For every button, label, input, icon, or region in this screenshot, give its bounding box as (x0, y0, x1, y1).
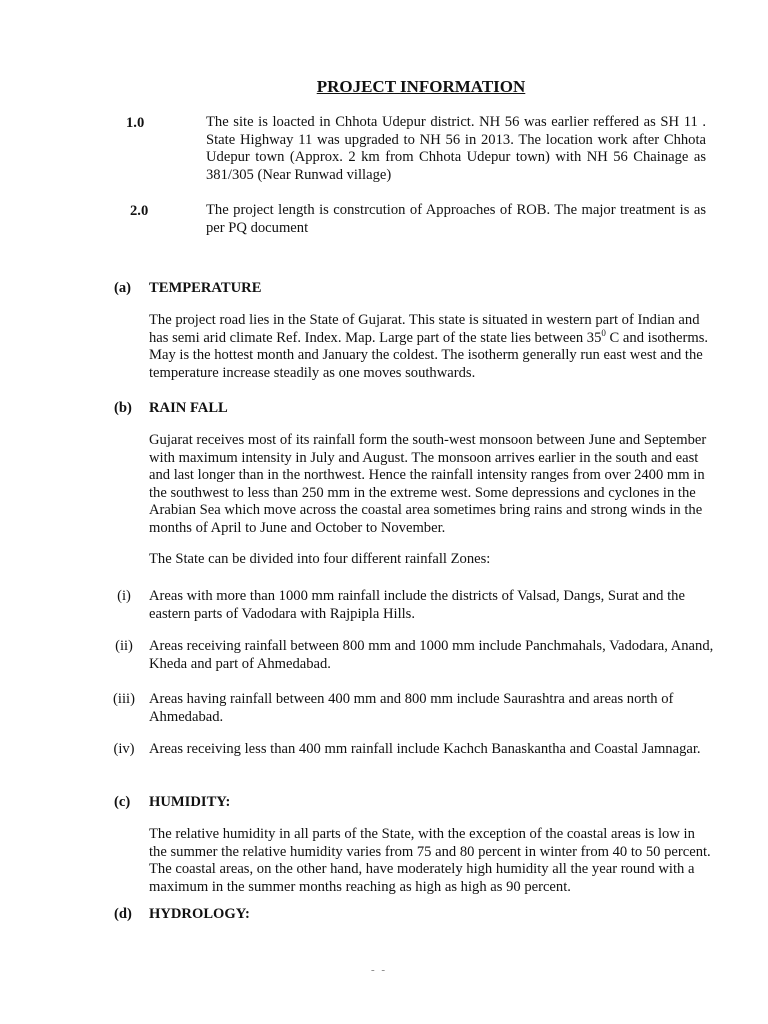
item-number: 2.0 (130, 203, 149, 219)
zone-text: Areas receiving rainfall between 800 mm and 1000 mm include Panchmahals, Vadodara, Anand, Kheda and part of Ahmedabad. (149, 638, 714, 672)
item-number: 1.0 (126, 115, 145, 131)
section-heading-humidity: HUMIDITY: (149, 794, 231, 810)
section-label: (c) (114, 794, 131, 810)
temperature-text-after: C and isotherms. May is the hottest month and January the coldest. The isotherm generally run east west and the temperature increase steadily as one moves southwards. (149, 329, 709, 381)
zone-label: (iii) (113, 691, 135, 707)
zone-label: (iv) (113, 741, 135, 757)
temperature-text (149, 312, 714, 382)
page-mark: - - (371, 964, 388, 976)
zone-label: (ii) (115, 638, 133, 654)
zone-label: (i) (117, 588, 131, 604)
section-heading-rainfall: RAIN FALL (149, 400, 228, 416)
humidity-text: The relative humidity in all parts of the State, with the exception of the coastal areas is low in the summer the relative humidity varies from 75 and 80 percent in winter from 40 to 50 percent. The coastal areas, on the other hand, have moderately high humidity all the year round with a maximum in the summer months reaching as high as high as 90 percent. (149, 826, 711, 895)
item-text: The site is loacted in Chhota Udepur district. NH 56 was earlier reffered as SH 11 . State Highway 11 was upgraded to NH 56 in 2013. The location work after Chhota Udepur town (Approx. 2 km from Chhota Udepur town) with NH 56 Chainage as 381/305 (Near Runwad village) (206, 114, 706, 183)
zone-text: Areas receiving less than 400 mm rainfall include Kachch Banaskantha and Coastal Jamnagar. (149, 741, 701, 757)
section-label: (b) (114, 400, 132, 416)
rainfall-zones-intro: The State can be divided into four different rainfall Zones: (149, 551, 491, 567)
zone-text: Areas with more than 1000 mm rainfall include the districts of Valsad, Dangs, Surat and the eastern parts of Vadodara with Rajpipla Hills. (149, 588, 685, 622)
section-heading-temperature: TEMPERATURE (149, 280, 262, 296)
section-label: (d) (114, 906, 132, 922)
section-label: (a) (114, 280, 132, 296)
zone-text: Areas having rainfall between 400 mm and 800 mm include Saurashtra and areas north of Ahmedabad. (149, 691, 674, 725)
item-text: The project length is constrcution of Approaches of ROB. The major treatment is as per PQ document (206, 202, 706, 236)
temperature-text-before: The project road lies in the State of Gujarat. This state is situated in western part of Indian and has semi arid climate Ref. Index. Map. Large part of the state lies between 35 (149, 312, 700, 346)
rainfall-text: Gujarat receives most of its rainfall form the south-west monsoon between June and September with maximum intensity in July and August. The monsoon arrives earlier in the south and east and last longer than in the northwest. Hence the rainfall intensity ranges from over 2400 mm in the southwest to less than 250 mm in the extreme west. Some depressions and cyclones in the Arabian Sea which move across the coastal area sometimes bring rains and strong winds in the months of April to June and October to November. (149, 432, 707, 536)
temperature-superscript: 0 (601, 327, 606, 338)
page-title: PROJECT INFORMATION (316, 77, 526, 96)
section-heading-hydrology: HYDROLOGY: (149, 906, 250, 922)
